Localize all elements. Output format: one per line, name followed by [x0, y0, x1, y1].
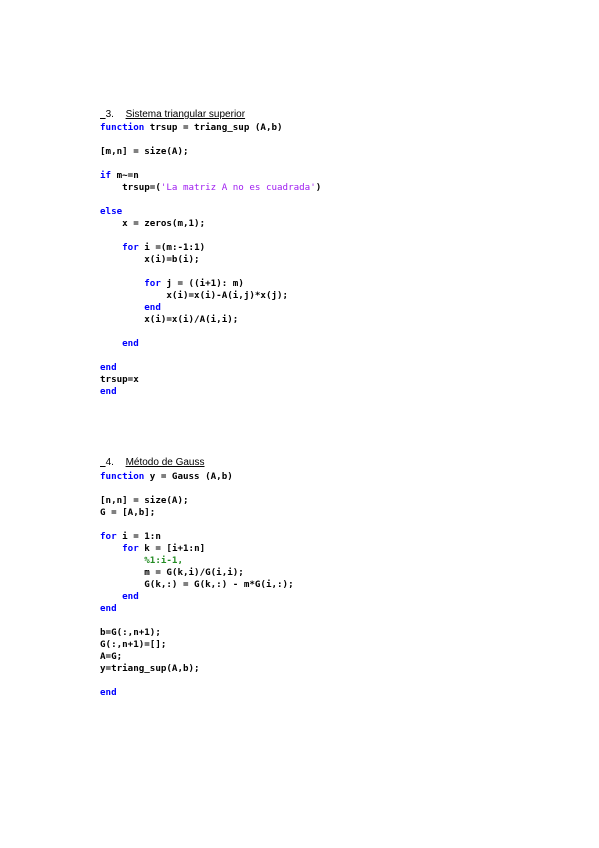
code-line [100, 254, 321, 266]
code-keyword: end [122, 338, 139, 349]
code-token: ) [315, 182, 322, 193]
code-line [100, 326, 321, 338]
code-token: b=G(:,n+1); [100, 627, 161, 638]
code-line [100, 182, 321, 194]
code-token [100, 591, 122, 602]
code-line [100, 675, 294, 687]
code-keyword: end [100, 603, 117, 614]
code-token: trsup=x [100, 374, 139, 385]
code-token: x(i)=x(i)-A(i,j)*x(j); [100, 290, 289, 301]
code-token: G(:,n+1)=[]; [100, 639, 167, 650]
code-token [100, 555, 144, 566]
code-token: x = zeros(m,1); [100, 218, 206, 229]
code-token: trsup = triang_sup (A,b) [144, 122, 283, 133]
code-keyword: end [100, 386, 117, 397]
code-line [100, 350, 321, 362]
code-keyword: for [100, 531, 117, 542]
code-line [100, 627, 294, 639]
code-line [100, 170, 321, 182]
code-keyword: end [100, 687, 117, 698]
code-block-gauss [100, 471, 294, 699]
code-line [100, 230, 321, 242]
code-line [100, 158, 321, 170]
code-line [100, 374, 321, 386]
code-keyword: function [100, 471, 145, 482]
section-4-title [100, 446, 205, 468]
code-keyword: else [100, 206, 123, 217]
code-token: [n,n] = size(A); [100, 495, 189, 506]
code-line [100, 194, 321, 206]
code-token [100, 302, 144, 313]
section-4-title-text: Método de Gauss [125, 457, 205, 468]
code-keyword: for [122, 242, 139, 253]
code-line [100, 338, 321, 350]
code-token: i = 1:n [116, 531, 161, 542]
code-line [100, 302, 321, 314]
code-line [100, 639, 294, 651]
code-token: A=G; [100, 651, 123, 662]
code-line [100, 495, 294, 507]
code-keyword: if [100, 170, 112, 181]
code-keyword: end [100, 362, 117, 373]
code-token: m = G(k,i)/G(i,i); [100, 567, 244, 578]
code-line [100, 519, 294, 531]
code-line [100, 663, 294, 675]
code-keyword: end [122, 591, 139, 602]
code-keyword: for [122, 543, 139, 554]
code-keyword: end [144, 302, 161, 313]
code-token: x(i)=b(i); [100, 254, 200, 265]
code-line [100, 266, 321, 278]
code-line [100, 555, 294, 567]
code-line [100, 122, 321, 134]
code-line [100, 543, 294, 555]
code-line [100, 483, 294, 495]
code-token: k = [i+1:n] [138, 543, 206, 554]
code-block-triang-sup [100, 122, 321, 398]
code-token: [m,n] = size(A); [100, 146, 189, 157]
code-token: G(k,:) = G(k,:) - m*G(i,:); [100, 579, 294, 590]
code-line [100, 242, 321, 254]
code-line [100, 579, 294, 591]
code-token [100, 278, 144, 289]
code-token: G = [A,b]; [100, 507, 156, 518]
code-token: m~=n [111, 170, 139, 181]
code-line [100, 362, 321, 374]
code-token [100, 242, 122, 253]
code-line [100, 146, 321, 158]
code-line [100, 687, 294, 699]
code-line [100, 206, 321, 218]
code-line [100, 651, 294, 663]
section-3-title-text: Sistema triangular superior [125, 109, 246, 120]
code-line [100, 471, 294, 483]
code-line [100, 507, 294, 519]
code-token [100, 338, 122, 349]
code-token: j = ((i+1): m) [160, 278, 244, 289]
code-line [100, 290, 321, 302]
code-token: i =(m:-1:1) [138, 242, 206, 253]
code-line [100, 531, 294, 543]
section-4-number: 4. [105, 457, 114, 468]
code-comment: %1:i-1, [144, 555, 183, 566]
code-line [100, 218, 321, 230]
code-string: 'La matriz A no es cuadrada' [160, 182, 316, 193]
section-3-number: 3. [105, 109, 114, 120]
code-line [100, 591, 294, 603]
code-token: x(i)=x(i)/A(i,i); [100, 314, 239, 325]
code-line [100, 134, 321, 146]
code-keyword: function [100, 122, 145, 133]
code-token [100, 543, 122, 554]
code-line [100, 567, 294, 579]
code-line [100, 314, 321, 326]
code-token: y=triang_sup(A,b); [100, 663, 200, 674]
code-line [100, 603, 294, 615]
code-token: y = Gauss (A,b) [144, 471, 233, 482]
code-line [100, 615, 294, 627]
code-token: trsup=( [100, 182, 161, 193]
code-line [100, 386, 321, 398]
section-3-title [100, 98, 245, 120]
code-keyword: for [144, 278, 161, 289]
code-line [100, 278, 321, 290]
